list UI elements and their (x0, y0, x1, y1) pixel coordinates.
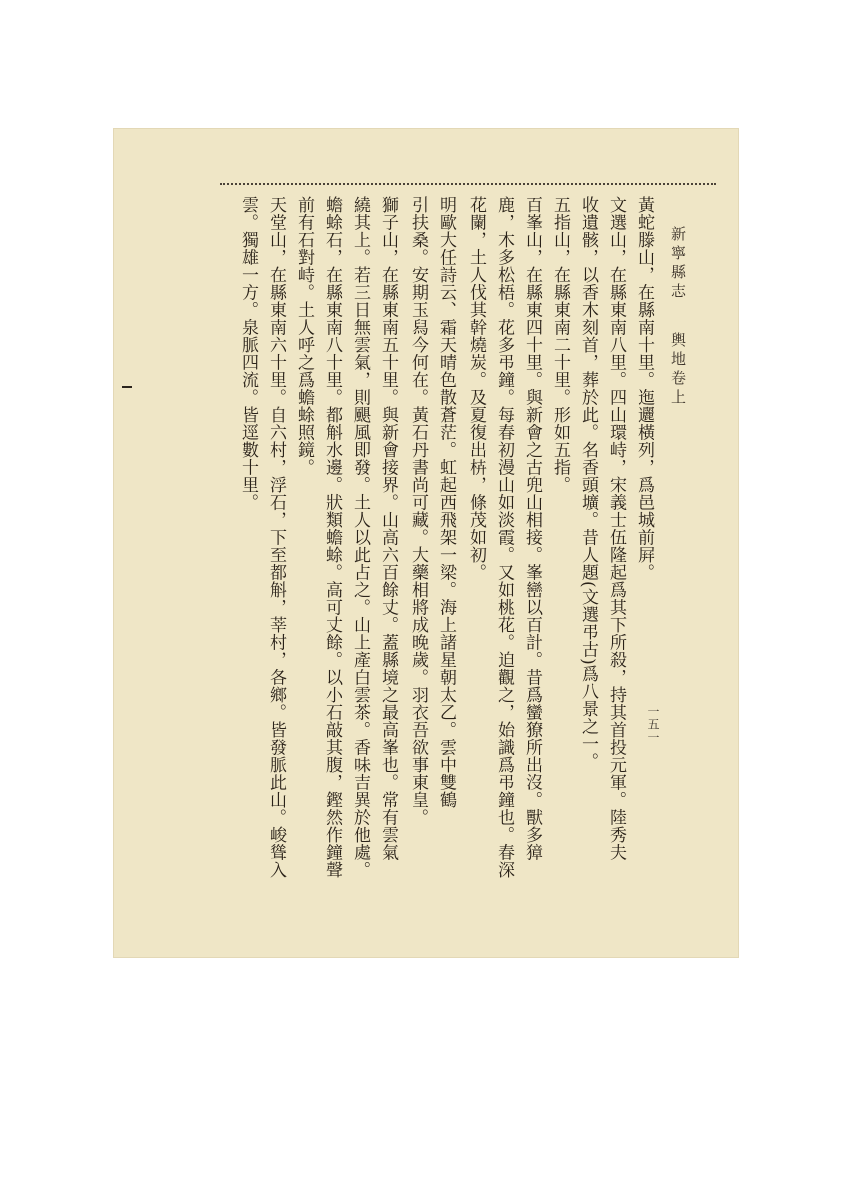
text-column-4: 五指山，在縣東南二十里。形如五指。 (550, 196, 570, 494)
text-column-13: 前有石對峙。土人呼之爲蟾蜍照鏡。 (294, 196, 314, 476)
top-dotted-rule (220, 183, 716, 185)
margin-mark (122, 386, 132, 388)
text-column-12: 蟾蜍石，在縣東南八十里。都斛水邊。狀類蟾蜍。高可丈餘。以小石敲其腹，鏗然作鐘聲 (322, 196, 342, 879)
text-column-15: 雲。獨雄一方。泉脈四流。皆逕數十里。 (238, 196, 258, 511)
text-column-11: 繞其上。若三日無雲氣，則颶風即發。土人以此占之。山上產白雲茶。香味吉異於他處。 (350, 196, 370, 879)
text-column-10: 獅子山，在縣東南五十里。與新會接界。山高六百餘丈。蓋縣境之最高峯也。常有雲氣 (378, 196, 398, 861)
text-column-9: 引扶桑。安期玉舄今何在。黃石丹書尚可藏。大藥相將成晚歲。羽衣吾欲事東皇。 (408, 196, 428, 826)
text-column-8: 明歐大任詩云、霜天晴色散蒼茫。虹起西飛架一梁。海上諸星朝太乙。雲中雙鶴 (436, 196, 456, 809)
header-title: 新寧縣志 (669, 226, 687, 302)
header-section: 輿地卷上 (669, 332, 687, 408)
text-column-7: 花闌，土人伐其幹燒炭。及夏復出枿，條茂如初。 (466, 196, 486, 581)
running-header (668, 226, 688, 408)
text-column-5: 百峯山，在縣東四十里。與新會之古兜山相接。峯巒以百計。昔爲蠻獠所出沒。獸多獐 (522, 196, 542, 861)
text-column-6: 鹿，木多松梧。花多弔鐘。每春初漫山如淡霞。又如桃花。迫觀之，始識爲弔鐘也。春深 (494, 196, 514, 879)
text-column-2: 文選山，在縣東南八里。四山環峙，宋義士伍隆起爲其下所殺，持其首投元軍。陸秀夫 (606, 196, 626, 861)
text-column-14: 天堂山，在縣東南六十里。自六村，浮石，下至都斛，莘村，各鄉。皆發脈此山。峻聳入 (266, 196, 286, 879)
page-number: 一五一 (646, 705, 660, 744)
text-column-1: 黃蛇滕山，在縣南十里。迤邐橫列，爲邑城前屛。 (634, 196, 654, 581)
text-column-3: 收遺骸，以香木刻首，葬於此。名香頭壙。昔人題(文選弔古)爲八景之一。 (578, 196, 598, 771)
